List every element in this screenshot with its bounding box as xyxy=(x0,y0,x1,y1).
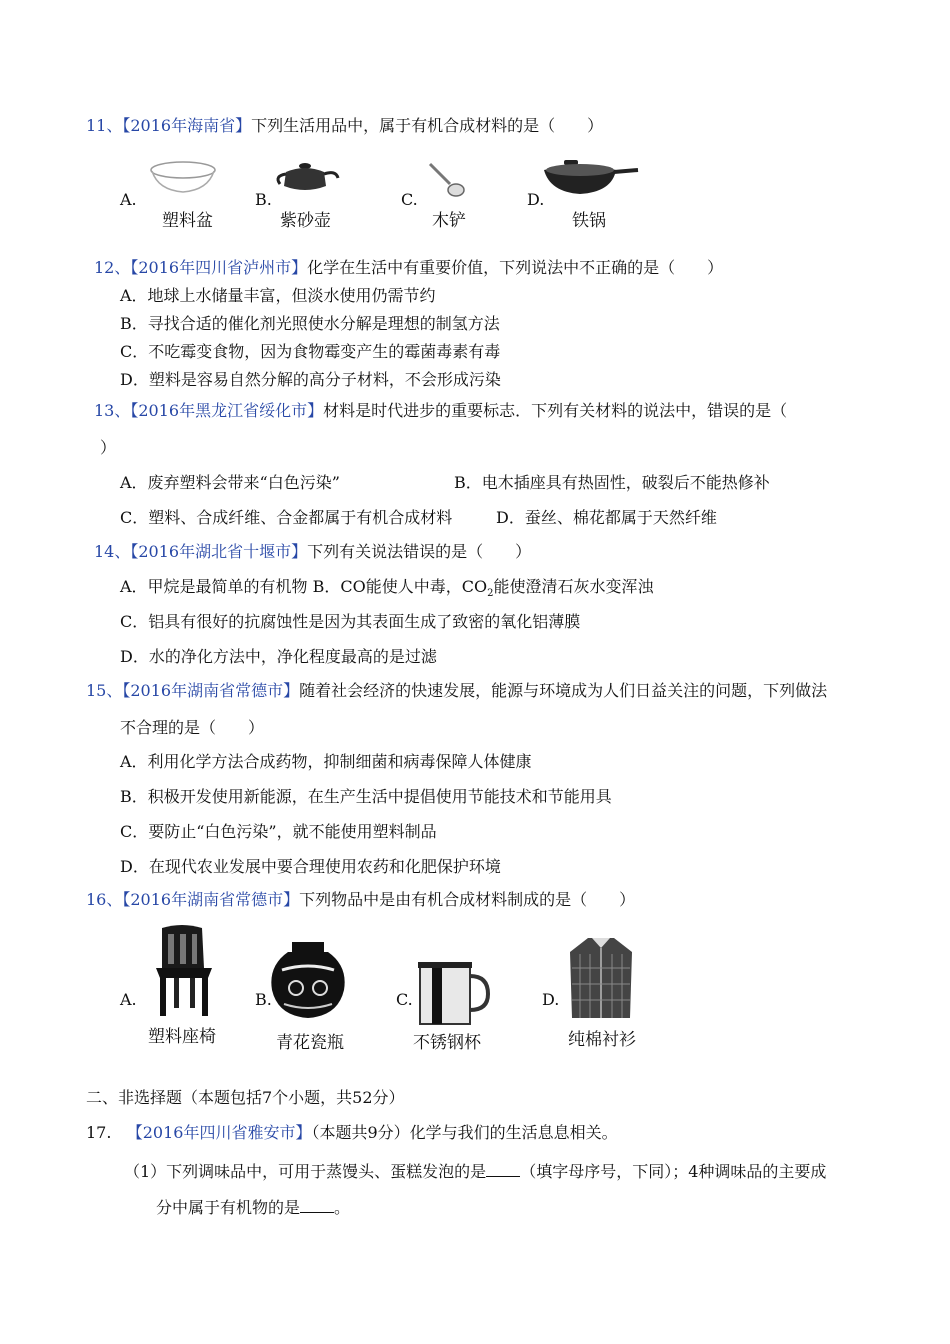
wooden-spatula-icon xyxy=(424,160,468,200)
question-number: 16、 xyxy=(86,890,123,909)
question-17-part-1 xyxy=(124,1160,826,1182)
option-letter-b: B. xyxy=(255,990,272,1009)
option-caption-d: 铁锅 xyxy=(572,211,606,231)
option-letter-c: C. xyxy=(396,990,413,1009)
part-text-cont: （填字母序号，下同）；4种调味品的主要成 xyxy=(520,1162,827,1181)
option-b-text: B．CO能使人中毒，CO xyxy=(312,577,488,596)
steel-cup-icon xyxy=(414,958,494,1026)
option-b xyxy=(312,577,654,600)
option-caption-c: 木铲 xyxy=(432,211,466,231)
option-letter-d: D. xyxy=(542,990,560,1009)
question-stem: 下列生活用品中，属于有机合成材料的是（ ） xyxy=(251,116,604,135)
question-stem-end: ） xyxy=(100,438,117,457)
option-caption-b: 紫砂壶 xyxy=(280,211,331,231)
question-number: 13、 xyxy=(94,401,131,420)
question-stem: 随着社会经济的快速发展，能源与环境成为人们日益关注的问题，下列做法 xyxy=(299,681,828,700)
question-13-header xyxy=(94,401,787,421)
question-source: 【2016年湖北省十堰市】 xyxy=(130,542,308,561)
option-caption-b: 青花瓷瓶 xyxy=(276,1033,344,1053)
cotton-shirt-icon xyxy=(566,934,636,1022)
option-a: A．利用化学方法合成药物，抑制细菌和病毒保障人体健康 xyxy=(120,752,532,771)
option-b-text-cont: 能使澄清石灰水变浑浊 xyxy=(493,577,654,596)
question-number: 12、 xyxy=(94,258,131,277)
question-source: 【2016年湖南省常德市】 xyxy=(122,681,300,700)
option-a-and-b xyxy=(120,577,654,604)
option-c: C．不吃霉变食物，因为食物霉变产生的霉菌毒素有毒 xyxy=(120,342,501,361)
question-stem: 下列物品中是由有机合成材料制成的是（ ） xyxy=(299,890,636,909)
option-letter-c: C. xyxy=(401,190,418,209)
plastic-chair-icon xyxy=(148,924,218,1018)
subscript: 2 xyxy=(487,588,494,600)
plastic-basin-icon xyxy=(148,160,218,196)
option-d: D．塑料是容易自然分解的高分子材料，不会形成污染 xyxy=(120,370,501,389)
option-c: C．铝具有很好的抗腐蚀性是因为其表面生成了致密的氧化铝薄膜 xyxy=(120,612,581,631)
section-title: 二、非选择题（本题包括7个小题，共52分） xyxy=(86,1088,405,1107)
question-number: 11、 xyxy=(86,116,123,135)
question-stem-cont: 不合理的是（ ） xyxy=(120,718,265,737)
option-letter-a: A. xyxy=(120,190,137,209)
porcelain-vase-icon xyxy=(266,938,350,1022)
question-17-header xyxy=(86,1123,618,1143)
option-caption-a: 塑料盆 xyxy=(162,211,213,231)
question-16-header xyxy=(86,890,635,910)
question-15-header xyxy=(86,681,827,701)
option-caption-a: 塑料座椅 xyxy=(148,1027,216,1047)
option-b: B．电木插座具有热固性，破裂后不能热修补 xyxy=(454,473,770,492)
question-stem: （本题共9分）化学与我们的生活息息相关。 xyxy=(311,1123,618,1142)
option-a: A．地球上水储量丰富，但淡水使用仍需节约 xyxy=(120,286,436,305)
question-number: 14、 xyxy=(94,542,131,561)
question-source: 【2016年黑龙江省绥化市】 xyxy=(130,401,324,420)
teapot-icon xyxy=(272,160,342,196)
option-d: D．在现代农业发展中要合理使用农药和化肥保护环境 xyxy=(120,857,501,876)
question-number: 17. xyxy=(86,1123,112,1142)
option-b: B．积极开发使用新能源，在生产生活中提倡使用节能技术和节能用具 xyxy=(120,787,612,806)
option-letter-a: A. xyxy=(120,990,137,1009)
option-caption-c: 不锈钢杯 xyxy=(413,1033,481,1053)
option-d: D．水的净化方法中，净化程度最高的是过滤 xyxy=(120,647,437,666)
option-d: D．蚕丝、棉花都属于天然纤维 xyxy=(496,508,717,527)
option-b: B．寻找合适的催化剂光照使水分解是理想的制氢方法 xyxy=(120,314,500,333)
option-c: C．要防止“白色污染”，就不能使用塑料制品 xyxy=(120,822,437,841)
question-17-part-1-cont xyxy=(156,1196,350,1218)
question-source: 【2016年四川省泸州市】 xyxy=(130,258,308,277)
option-a: A．甲烷是最简单的有机物 xyxy=(120,577,308,596)
part-text-end: 。 xyxy=(334,1198,351,1217)
option-caption-d: 纯棉衬衫 xyxy=(568,1030,636,1050)
question-stem: 化学在生活中有重要价值，下列说法中不正确的是（ ） xyxy=(307,258,724,277)
question-12-header xyxy=(94,258,723,278)
question-source: 【2016年四川省雅安市】 xyxy=(126,1123,312,1142)
option-a: A．废弃塑料会带来“白色污染” xyxy=(120,473,340,492)
option-c: C．塑料、合成纤维、合金都属于有机合成材料 xyxy=(120,508,453,527)
part-text: 分中属于有机物的是 xyxy=(156,1198,301,1217)
option-letter-d: D. xyxy=(527,190,545,209)
question-stem: 下列有关说法错误的是（ ） xyxy=(307,542,532,561)
question-number: 15、 xyxy=(86,681,123,700)
answer-blank[interactable] xyxy=(300,1196,334,1213)
part-text: （1）下列调味品中，可用于蒸馒头、蛋糕发泡的是 xyxy=(124,1162,487,1181)
question-stem: 材料是时代进步的重要标志．下列有关材料的说法中，错误的是（ xyxy=(323,401,788,420)
option-letter-b: B. xyxy=(255,190,272,209)
question-source: 【2016年海南省】 xyxy=(122,116,252,135)
question-14-header xyxy=(94,542,531,562)
answer-blank[interactable] xyxy=(486,1160,520,1177)
question-source: 【2016年湖南省常德市】 xyxy=(122,890,300,909)
iron-wok-icon xyxy=(540,158,640,198)
question-11-header xyxy=(86,116,603,136)
